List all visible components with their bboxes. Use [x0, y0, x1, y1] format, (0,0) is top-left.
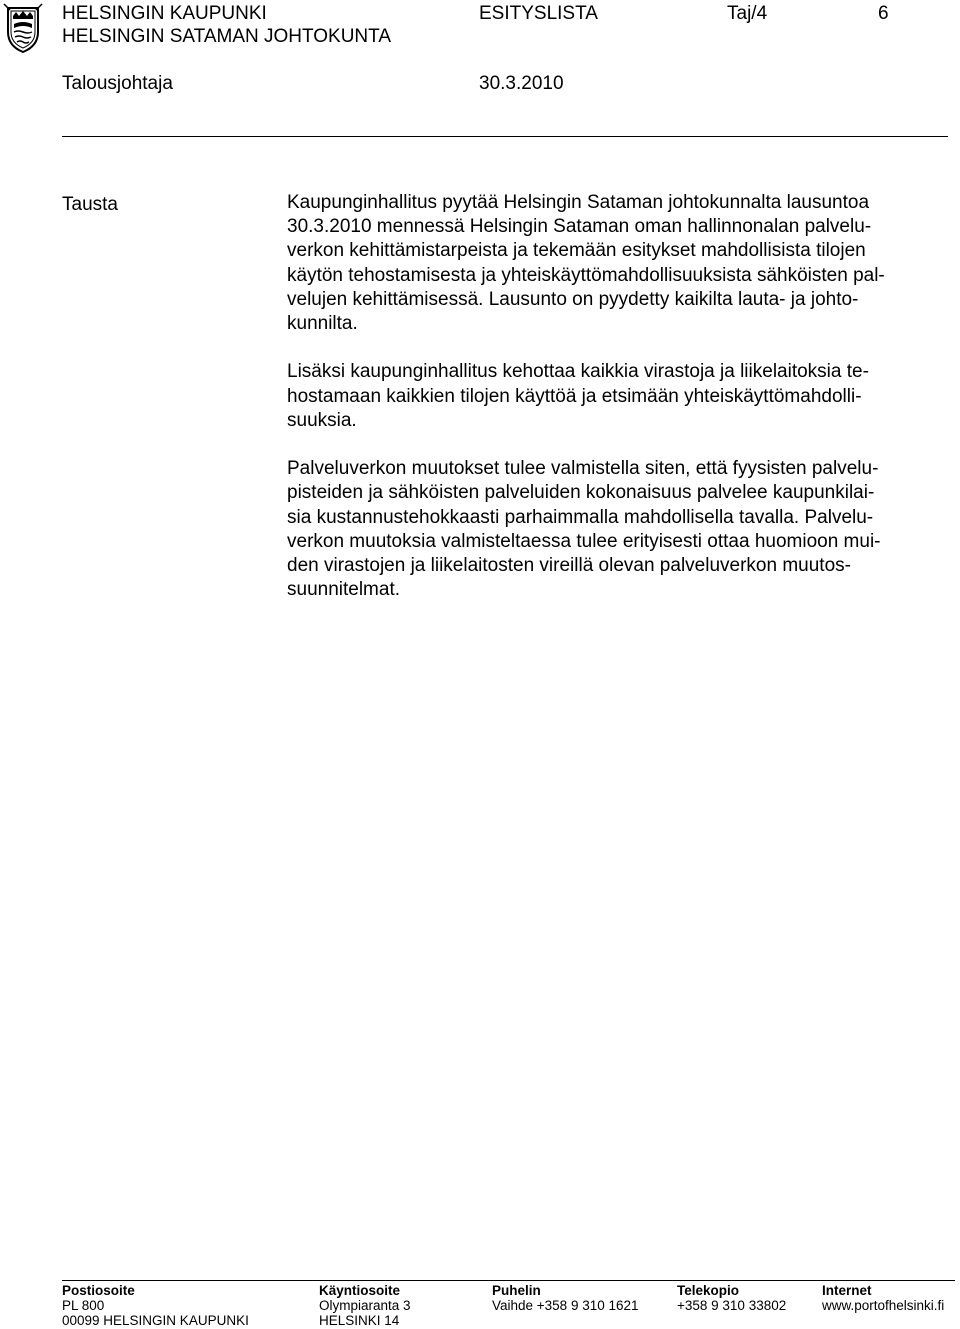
- org-name: HELSINGIN KAUPUNKI: [62, 3, 267, 24]
- text-line: den virastojen ja liikelaitosten vireillä olevan palveluverkon muutos-: [287, 555, 851, 577]
- text-line: kunnilta.: [287, 313, 358, 335]
- page-number: 6: [878, 3, 889, 24]
- footer-website-link[interactable]: www.portofhelsinki.fi: [822, 1298, 945, 1313]
- author-title: Talousjohtaja: [62, 73, 173, 94]
- text-line: pisteiden ja sähköisten palveluiden kokonaisuus palvelee kaupunkilai-: [287, 482, 875, 504]
- org-subname: HELSINGIN SATAMAN JOHTOKUNTA: [62, 26, 392, 47]
- header-divider: [62, 136, 948, 137]
- footer-fax-heading: Telekopio: [677, 1283, 740, 1298]
- text-line: käytön tehostamisesta ja yhteiskäyttömahdollisuuksista sähköisten pal-: [287, 264, 885, 286]
- document-date: 30.3.2010: [479, 73, 564, 94]
- footer-visiting-line1: Olympiaranta 3: [319, 1298, 411, 1313]
- body-text: [287, 191, 952, 627]
- section-heading: Tausta: [62, 194, 118, 215]
- text-line: verkon kehittämistarpeista ja tekemään esitykset mahdollisista tilojen: [287, 240, 866, 262]
- doc-type: ESITYSLISTA: [479, 3, 598, 24]
- text-line: Palveluverkon muutokset tulee valmistella siten, että fyysisten palvelu-: [287, 458, 879, 480]
- paragraph-1: [287, 191, 952, 336]
- footer-phone-heading: Puhelin: [492, 1283, 541, 1298]
- paragraph-2: [287, 360, 952, 433]
- text-line: suunnitelmat.: [287, 579, 401, 601]
- footer-visiting-line2: HELSINKI 14: [319, 1313, 400, 1328]
- section-code: Taj/4: [727, 3, 768, 24]
- footer-postal-heading: Postiosoite: [62, 1283, 135, 1298]
- text-line: 30.3.2010 mennessä Helsingin Sataman oman hallinnonalan palvelu-: [287, 216, 872, 238]
- footer-phone-number: Vaihde +358 9 310 1621: [492, 1298, 639, 1313]
- footer-postal-line2: 00099 HELSINGIN KAUPUNKI: [62, 1313, 249, 1328]
- text-line: suuksia.: [287, 409, 357, 431]
- footer-fax-number: +358 9 310 33802: [677, 1298, 787, 1313]
- helsinki-crest-logo: [2, 2, 44, 56]
- footer-internet-heading: Internet: [822, 1283, 872, 1298]
- text-line: Kaupunginhallitus pyytää Helsingin Sataman johtokunnalta lausuntoa: [287, 192, 870, 213]
- text-line: sia kustannustehokkaasti parhaimmalla mahdollisella tavalla. Palvelu-: [287, 506, 874, 528]
- paragraph-3: [287, 457, 952, 602]
- footer-postal-line1: PL 800: [62, 1298, 105, 1313]
- footer-visiting-heading: Käyntiosoite: [319, 1283, 401, 1298]
- text-line: hostamaan kaikkien tilojen käyttöä ja etsimään yhteiskäyttömahdolli-: [287, 385, 862, 407]
- text-line: velujen kehittämisessä. Lausunto on pyydetty kaikilta lauta- ja johto-: [287, 288, 859, 310]
- text-line: Lisäksi kaupunginhallitus kehottaa kaikkia virastoja ja liikelaitoksia te-: [287, 361, 869, 383]
- text-line: verkon muutoksia valmisteltaessa tulee erityisesti ottaa huomioon mui-: [287, 530, 881, 552]
- footer-divider: [62, 1280, 955, 1281]
